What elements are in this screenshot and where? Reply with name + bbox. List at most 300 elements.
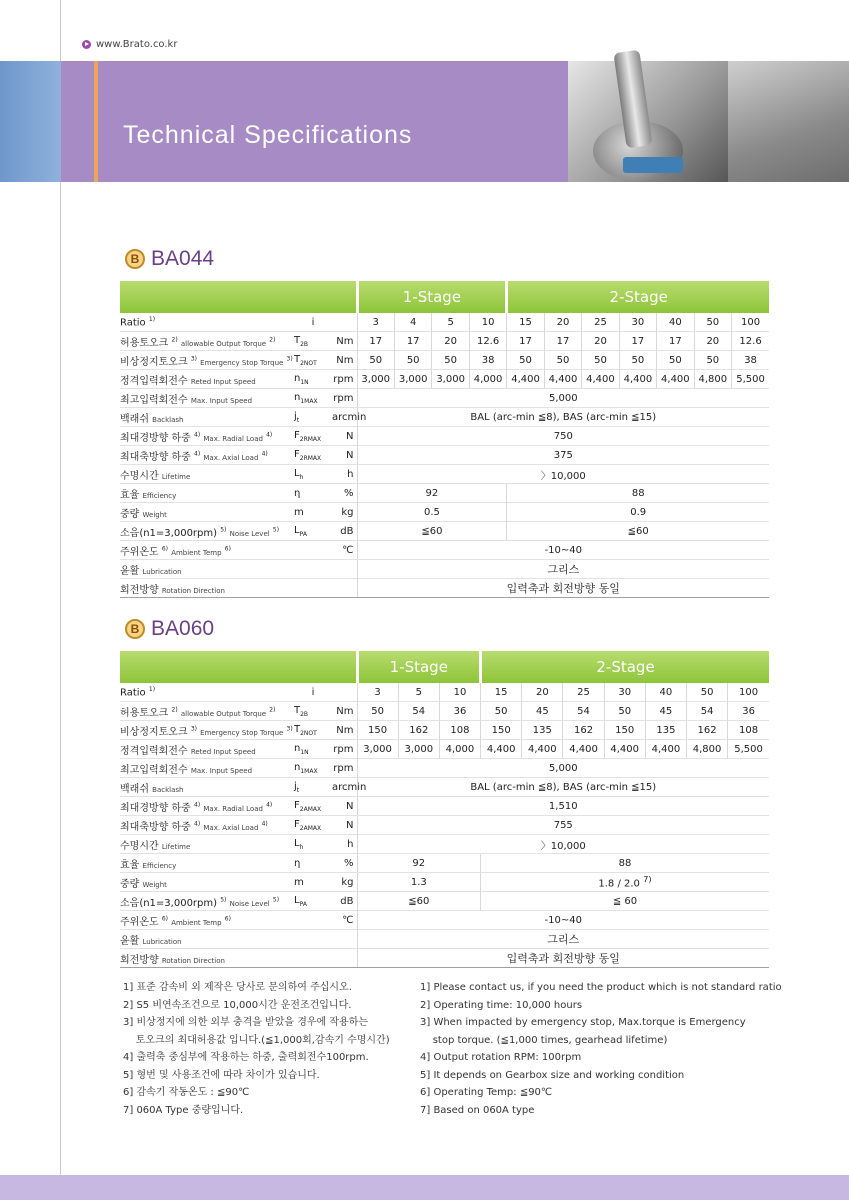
footnote-ref: 6) [224,545,231,553]
spec-unit: h [332,835,357,854]
spec-value: 135 [645,721,686,740]
banner-orange-stripe [94,61,98,182]
spec-value: 3,000 [357,370,394,389]
ratio-value: 4 [394,313,431,332]
spec-symbol [290,873,332,892]
spec-value: 17 [657,332,694,351]
spec-value: 50 [507,351,544,370]
note-en: 3] When impacted by emergency stop, Max.torque is Emergency [420,1017,746,1028]
spec-row [120,351,769,370]
spec-unit: dB [332,892,357,911]
spec-label-ko: 회전방향 [120,954,159,966]
spec-value: 50 [357,702,398,721]
spec-label-ko: 허용토오크 [120,337,169,349]
spec-value-stage2 [507,522,769,541]
spec-symbol [290,911,332,930]
spec-label [120,892,290,911]
spec-label-en: Rotation Direction [161,586,225,595]
stage2-value: 0.9 [630,506,647,518]
section-title-ba044 [125,247,214,271]
stage-1-header: 1-Stage [357,651,481,683]
spec-value-span: BAL (arc-min ≦8), BAS (arc-min ≦15) [357,778,769,797]
spec-label [120,484,290,503]
symbol-letter: j [294,410,297,422]
spec-value-span: 그리스 [357,560,769,579]
ratio-value: 10 [439,683,480,702]
spec-label [120,465,290,484]
symbol-subscript: 2AMAX [299,824,322,832]
footnote-ref: 2) [171,336,178,344]
spec-symbol [290,389,332,408]
note-en: 6] Operating Temp: ≦90℃ [420,1087,553,1098]
ratio-unit [332,683,357,702]
stage-2-header: 2-Stage [507,281,769,313]
symbol-letter: F [294,448,300,460]
spec-label-en: Noise Level [229,529,270,538]
ratio-value: 25 [582,313,619,332]
spec-value: 20 [582,332,619,351]
spec-value-span: 〉10,000 [357,465,769,484]
spec-unit: ℃ [332,541,357,560]
symbol-letter: T [294,353,301,365]
url-text[interactable]: www.Brato.co.kr [96,39,178,50]
footnote-ref: 4) [194,820,201,828]
brato-logo-icon: B [125,249,145,269]
ratio-value: 5 [432,313,469,332]
footnote-ref: 3) [190,725,197,733]
spec-value: 4,400 [544,370,581,389]
spec-label [120,541,290,560]
spec-label-ko: 수명시간 [120,470,159,482]
spec-row [120,332,769,351]
spec-value-stage1: 1.3 [357,873,481,892]
spec-symbol [290,778,332,797]
spec-value-span: 입력축과 회전방향 동일 [357,579,769,598]
spec-row [120,816,769,835]
spec-row [120,465,769,484]
spec-unit [332,560,357,579]
spec-label [120,835,290,854]
ratio-symbol: i [290,313,332,332]
spec-value: 4,800 [687,740,728,759]
spec-symbol [290,759,332,778]
spec-row [120,446,769,465]
spec-label-ko: 효율 [120,859,140,871]
spec-label-ko: 효율 [120,489,140,501]
spec-label [120,854,290,873]
spec-value: 50 [582,351,619,370]
stage-header-row [120,651,769,683]
spec-value: 38 [732,351,770,370]
spec-label-en: Backlash [152,415,184,424]
spec-label [120,427,290,446]
spec-symbol [290,721,332,740]
spec-value-span: 〉10,000 [357,835,769,854]
footnote-ref: 2) [269,706,276,714]
spec-label-en: Weight [142,880,167,889]
symbol-subscript: t [296,786,300,794]
ratio-value: 40 [645,683,686,702]
spec-row [120,427,769,446]
footnote-ref: 4) [261,450,268,458]
symbol-letter: F [294,429,300,441]
spec-label-en: Ambient Temp [171,918,222,927]
spec-value: 17 [619,332,656,351]
footnote-ref: 6) [161,545,168,553]
spec-value-span: 755 [357,816,769,835]
spec-unit: rpm [332,370,357,389]
spec-row [120,873,769,892]
spec-value-span: 5,000 [357,759,769,778]
spec-value: 17 [357,332,394,351]
spec-value-span: -10~40 [357,541,769,560]
spec-label-ko: 최고입력회전수 [120,394,188,406]
spec-value: 4,400 [507,370,544,389]
stage-header-row [120,281,769,313]
spec-value: 4,400 [619,370,656,389]
symbol-letter: m [294,876,304,888]
spec-row [120,484,769,503]
spec-label-en: Lifetime [161,842,191,851]
spec-symbol [290,835,332,854]
footnote-ref: 3) [286,725,293,733]
spec-unit [332,579,357,598]
spec-value: 150 [604,721,645,740]
spec-value: 162 [687,721,728,740]
symbol-subscript: 1N [300,378,309,386]
ratio-value: 30 [619,313,656,332]
arrow-circle-icon [82,40,91,49]
spec-value: 5,500 [728,740,769,759]
symbol-subscript: 1N [300,748,309,756]
footnote-ref: 2) [269,336,276,344]
spec-label [120,522,290,541]
spec-value-stage1: 92 [357,854,481,873]
spec-table-ba060 [120,651,769,968]
spec-symbol [290,892,332,911]
spec-label-en: Max. Input Speed [190,396,253,405]
spec-label-ko: 주위온도 [120,916,159,928]
spec-value: 4,400 [645,740,686,759]
note-ko: 3] 비상정지에 의한 외부 충격을 받았을 경우에 작용하는 [123,1017,369,1028]
spec-unit: % [332,484,357,503]
spec-label [120,446,290,465]
spec-value: 17 [544,332,581,351]
spec-unit: rpm [332,759,357,778]
spec-row [120,778,769,797]
spec-label-ko: 주위온도 [120,546,159,558]
spec-value: 3,000 [398,740,439,759]
stage-2-header: 2-Stage [481,651,769,683]
spec-row [120,389,769,408]
spec-unit: % [332,854,357,873]
spec-value: 50 [657,351,694,370]
spec-symbol [290,740,332,759]
spec-label-en: Max. Axial Load [203,453,259,462]
spec-unit: ℃ [332,911,357,930]
spec-label-ko: 비상정지토오크 [120,356,188,368]
symbol-subscript: 1MAX [300,397,318,405]
ratio-value: 100 [732,313,770,332]
spec-value: 4,400 [522,740,563,759]
symbol-subscript: h [299,473,304,481]
note-ko: 토오크의 최대허용값 입니다.(≦1,000회,감속기 수명시간) [123,1034,390,1046]
spec-value: 150 [481,721,522,740]
spec-table-ba044 [120,281,769,598]
spec-value-stage2 [507,484,769,503]
spec-row [120,930,769,949]
spec-symbol [290,797,332,816]
ratio-value: 100 [728,683,769,702]
spec-label [120,560,290,579]
spec-symbol [290,949,332,968]
note-ko: 4] 출력축 중심부에 작용하는 하중, 출력회전수100rpm. [123,1052,369,1063]
spec-value: 50 [694,351,731,370]
spec-value-span: 5,000 [357,389,769,408]
spec-label-ko: 정격입력회전수 [120,375,188,387]
spec-symbol [290,816,332,835]
footnote-ref: 3) [190,355,197,363]
spec-label [120,911,290,930]
spec-value: 50 [544,351,581,370]
spec-label-en: Emergency Stop Torque [200,728,284,737]
spec-label-ko: 최고입력회전수 [120,764,188,776]
spec-label-ko: 최대경방향 하중 [120,432,191,444]
footnote-ref: 4) [261,820,268,828]
spec-row [120,721,769,740]
spec-label [120,816,290,835]
symbol-subscript: 2B [300,340,309,348]
spec-row [120,579,769,598]
spec-value-stage1: ≦60 [357,892,481,911]
footnote-ref: 4) [194,450,201,458]
spec-symbol [290,332,332,351]
spec-unit: Nm [332,351,357,370]
spec-row [120,522,769,541]
spec-value: 4,000 [469,370,506,389]
spec-value: 4,400 [604,740,645,759]
spec-label-en: Ambient Temp [171,548,222,557]
spec-unit: rpm [332,389,357,408]
spec-label-ko: 정격입력회전수 [120,745,188,757]
ratio-label-text: Ratio [120,317,146,329]
ratio-value: 20 [544,313,581,332]
spec-unit: N [332,446,357,465]
footnote-ref: 6) [161,915,168,923]
footnote-ref: 6) [224,915,231,923]
spec-value-span: 750 [357,427,769,446]
spec-value-span: 입력축과 회전방향 동일 [357,949,769,968]
stage2-value: 88 [618,857,632,869]
spec-row [120,797,769,816]
spec-value: 50 [481,702,522,721]
spec-value: 150 [357,721,398,740]
spec-label [120,949,290,968]
note-en: 7] Based on 060A type [420,1104,535,1116]
spec-value: 3,000 [357,740,398,759]
spec-label-ko: 허용토오크 [120,707,169,719]
stage2-value: ≦60 [627,525,649,537]
spec-label [120,930,290,949]
symbol-letter: m [294,506,304,518]
symbol-letter: F [294,818,300,830]
spec-symbol [290,560,332,579]
spec-value: 4,400 [582,370,619,389]
spec-value: 36 [728,702,769,721]
spec-row [120,835,769,854]
symbol-subscript: t [296,416,300,424]
notes-english [420,979,782,1119]
spec-label-en: Lubrication [142,567,182,576]
ratio-row [120,683,769,702]
spec-label-ko: 최대축방향 하중 [120,821,191,833]
spec-label [120,503,290,522]
spec-value-stage2 [481,892,769,911]
spec-row [120,370,769,389]
spec-row [120,949,769,968]
stage2-value: 1.8 / 2.0 [598,878,640,890]
footnote-ref: 4) [266,801,273,809]
ratio-value: 5 [398,683,439,702]
spec-value-span: BAL (arc-min ≦8), BAS (arc-min ≦15) [357,408,769,427]
spec-symbol [290,522,332,541]
footnote-ref: 7) [643,874,652,885]
spec-label-en: allowable Output Torque [180,339,267,348]
spec-unit: Nm [332,702,357,721]
spec-symbol [290,541,332,560]
spec-unit: kg [332,873,357,892]
spec-symbol [290,370,332,389]
spec-label-en: Weight [142,510,167,519]
spec-value-stage2 [481,854,769,873]
spec-label [120,351,293,370]
ratio-label [120,313,290,332]
ratio-label [120,683,290,702]
note-en: 1] Please contact us, if you need the product which is not standard ratio [420,982,782,993]
spec-label-en: Max. Radial Load [203,804,263,813]
page-title: Technical Specifications [123,121,413,149]
footnote-ref: 5) [220,526,227,534]
spec-label-en: Backlash [152,785,184,794]
ratio-value: 3 [357,683,398,702]
ratio-value: 25 [563,683,604,702]
spec-value: 54 [398,702,439,721]
ratio-row [120,313,769,332]
spec-symbol [290,427,332,446]
spec-value: 4,400 [481,740,522,759]
spec-value: 54 [687,702,728,721]
footnote-ref: 4) [194,801,201,809]
symbol-subscript: 2B [300,710,309,718]
symbol-letter: η [294,487,301,499]
spec-value: 20 [694,332,731,351]
symbol-subscript: 2RMAX [299,454,322,462]
spec-value-stage1: ≦60 [357,522,507,541]
spec-value: 4,400 [657,370,694,389]
spec-value: 50 [619,351,656,370]
section-title-ba060 [125,617,214,641]
spec-value: 135 [522,721,563,740]
spec-row [120,854,769,873]
symbol-letter: n [294,391,301,403]
spec-symbol [290,408,332,427]
spec-label-ko: 비상정지토오크 [120,726,188,738]
symbol-letter: L [294,467,300,479]
gearbox-housing-shape [728,61,849,182]
spec-value-span: 그리스 [357,930,769,949]
spec-symbol [290,503,332,522]
brato-logo-icon: B [125,619,145,639]
gearbox-photo [568,61,849,182]
spec-value: 50 [394,351,431,370]
spec-label-ko: 윤활 [120,935,140,947]
spec-row [120,740,769,759]
ratio-value: 50 [694,313,731,332]
ratio-value: 30 [604,683,645,702]
ratio-value: 10 [469,313,506,332]
spec-value: 3,000 [432,370,469,389]
footnote-ref: 2) [171,706,178,714]
symbol-letter: T [294,704,301,716]
spec-value: 162 [563,721,604,740]
symbol-subscript: h [299,843,304,851]
spec-label-en: Emergency Stop Torque [200,358,284,367]
header-label-cell [120,651,357,683]
website-url[interactable] [82,39,177,50]
spec-label-en: Lifetime [161,472,191,481]
symbol-letter: T [294,723,301,735]
spec-unit [332,949,357,968]
stage2-value: 88 [631,487,645,499]
title-banner [0,61,849,182]
spec-value: 20 [432,332,469,351]
spec-symbol [290,854,332,873]
spec-label-ko: 최대축방향 하중 [120,451,191,463]
spec-label-en: Efficiency [142,861,177,870]
spec-value: 12.6 [732,332,770,351]
spec-unit: Nm [332,721,357,740]
spec-label [120,740,290,759]
footnote-ref: 1) [148,315,156,323]
spec-label [120,873,290,892]
spec-unit: N [332,427,357,446]
spec-value: 5,500 [732,370,770,389]
spec-label [120,721,293,740]
spec-value: 54 [563,702,604,721]
footer-bar [0,1175,849,1200]
spec-label-en: Rotation Direction [161,956,225,965]
spec-value: 108 [439,721,480,740]
spec-unit: Nm [332,332,357,351]
spec-symbol [290,579,332,598]
spec-value-stage1: 0.5 [357,503,507,522]
spec-unit: h [332,465,357,484]
spec-label-en: Noise Level [229,899,270,908]
spec-value: 4,400 [563,740,604,759]
symbol-letter: n [294,372,301,384]
spec-label [120,332,290,351]
note-en: stop torque. (≦1,000 times, gearhead lifetime) [420,1034,668,1046]
symbol-subscript: 2AMAX [299,805,322,813]
gearbox-label-shape [623,157,683,173]
note-ko: 7] 060A Type 중량입니다. [123,1104,244,1116]
symbol-letter: F [294,799,300,811]
spec-row [120,408,769,427]
spec-value: 17 [394,332,431,351]
note-en: 4] Output rotation RPM: 100rpm [420,1052,582,1063]
spec-unit: dB [332,522,357,541]
spec-label-en: Max. Input Speed [190,766,253,775]
